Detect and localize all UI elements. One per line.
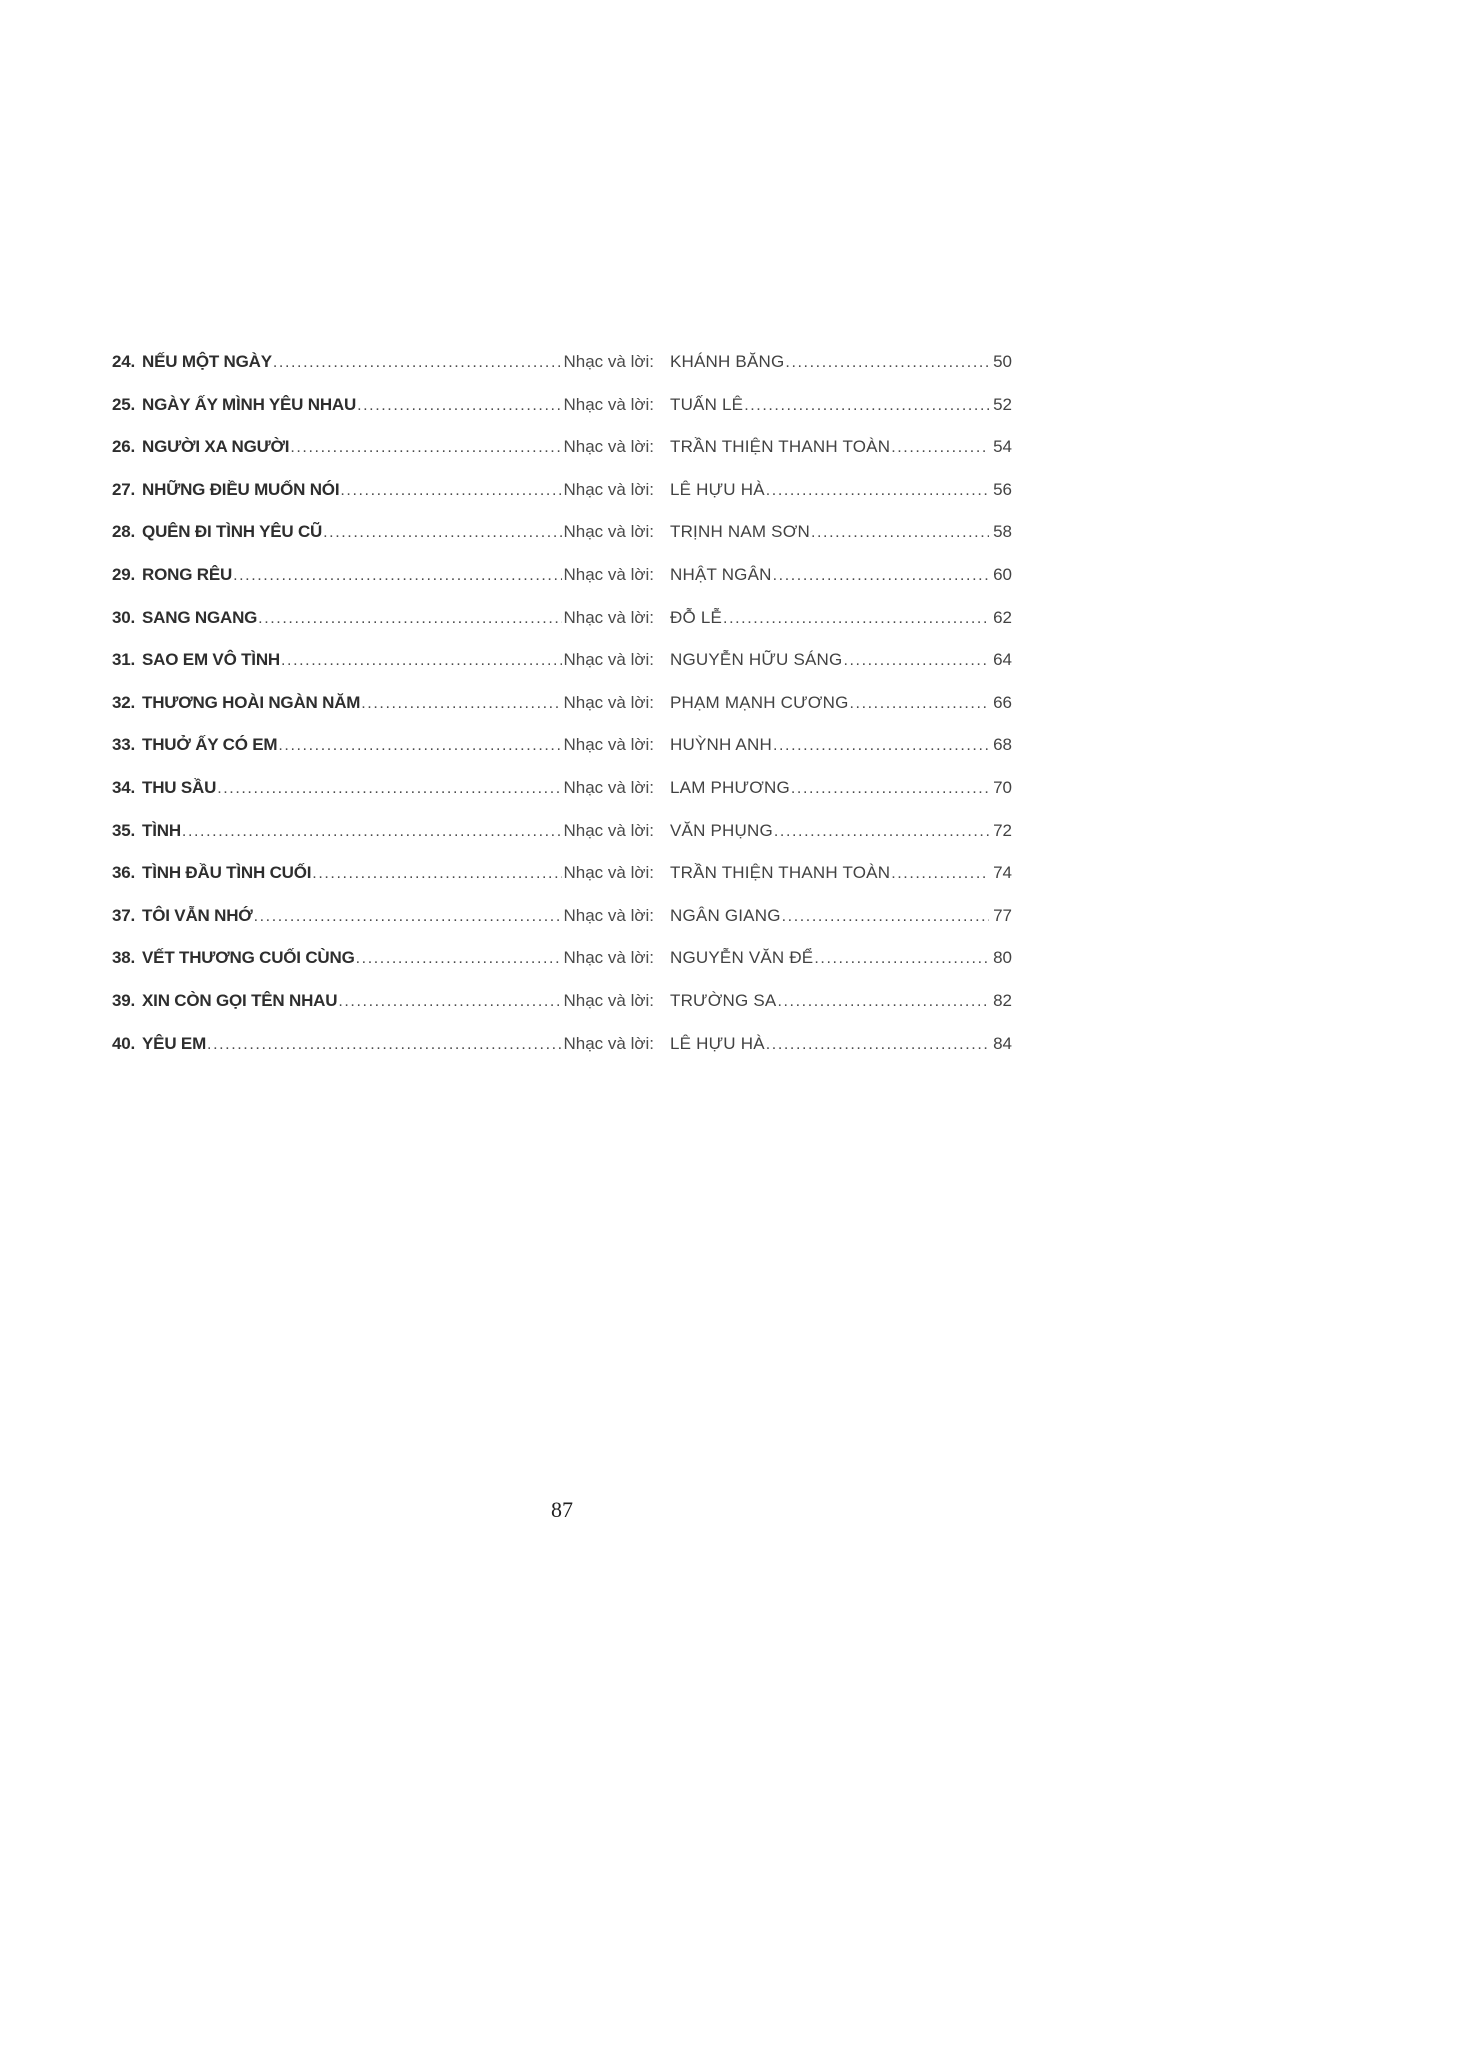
composer-column (670, 1034, 1012, 1054)
music-lyrics-label: Nhạc và lời: (563, 820, 654, 840)
entry-number: 35. (112, 820, 136, 840)
toc-list (112, 352, 1012, 1076)
toc-entry (112, 522, 1012, 565)
song-title: SAO EM VÔ TÌNH (142, 650, 280, 670)
dot-leader (217, 778, 562, 798)
toc-entry (112, 352, 1012, 395)
entry-page-number: 84 (993, 1033, 1012, 1053)
entry-number: 28. (112, 522, 136, 542)
dot-leader (356, 948, 563, 968)
composer-column (670, 395, 1012, 415)
song-title: SANG NGANG (142, 607, 258, 627)
music-lyrics-label: Nhạc và lời: (563, 990, 654, 1010)
dot-leader (281, 650, 563, 670)
music-lyrics-label: Nhạc và lời: (563, 352, 654, 371)
dot-leader (773, 735, 989, 755)
music-lyrics-label: Nhạc và lời: (563, 735, 654, 755)
song-title: XIN CÒN GỌI TÊN NHAU (142, 990, 338, 1010)
dot-leader (774, 821, 989, 841)
dot-leader (338, 991, 562, 1011)
music-lyrics-label: Nhạc và lời: (563, 905, 654, 925)
song-title: NGÀY ẤY MÌNH YÊU NHAU (142, 394, 357, 414)
toc-entry (112, 991, 1012, 1034)
composer-column (670, 821, 1012, 841)
composer-column (670, 948, 1012, 968)
dot-leader (814, 948, 989, 968)
toc-entry (112, 565, 1012, 608)
entry-number: 32. (112, 692, 136, 712)
composer-name: PHẠM MẠNH CƯƠNG (670, 692, 849, 712)
entry-number: 26. (112, 437, 136, 457)
composer-column (670, 650, 1012, 670)
entry-page-number: 56 (993, 479, 1012, 499)
composer-column (670, 352, 1012, 372)
composer-name: LÊ HỰU HÀ (670, 479, 765, 499)
entry-number: 40. (112, 1033, 136, 1053)
composer-name: KHÁNH BĂNG (670, 352, 785, 371)
toc-entry (112, 906, 1012, 949)
toc-entry (112, 863, 1012, 906)
composer-name: TRƯỜNG SA (670, 990, 777, 1010)
entry-page-number: 52 (993, 394, 1012, 414)
composer-name: TRẦN THIỆN THANH TOÀN (670, 863, 891, 883)
entry-page-number: 82 (993, 990, 1012, 1010)
song-title: QUÊN ĐI TÌNH YÊU CŨ (142, 522, 323, 542)
toc-entry (112, 948, 1012, 991)
entry-number: 29. (112, 564, 136, 584)
dot-leader (361, 693, 562, 713)
music-lyrics-label: Nhạc và lời: (563, 479, 654, 499)
toc-entry (112, 778, 1012, 821)
composer-column (670, 565, 1012, 585)
composer-name: LAM PHƯƠNG (670, 777, 790, 797)
music-lyrics-label: Nhạc và lời: (563, 650, 654, 670)
dot-leader (811, 522, 989, 542)
entry-number: 34. (112, 777, 136, 797)
song-title: THU SẦU (142, 777, 217, 797)
composer-name: LÊ HỰU HÀ (670, 1033, 765, 1053)
entry-number: 25. (112, 394, 136, 414)
page-footer-number: 87 (551, 1497, 573, 1522)
song-title: THƯƠNG HOÀI NGÀN NĂM (142, 692, 361, 712)
entry-page-number: 60 (993, 564, 1012, 584)
toc-entry (112, 608, 1012, 651)
composer-name: TRỊNH NAM SƠN (670, 522, 810, 542)
dot-leader (843, 650, 989, 670)
entry-number: 24. (112, 352, 136, 371)
song-title: NẾU MỘT NGÀY (142, 352, 272, 371)
composer-column (670, 437, 1012, 457)
dot-leader (290, 437, 562, 457)
music-lyrics-label: Nhạc và lời: (563, 948, 654, 968)
dot-leader (207, 1034, 562, 1054)
entry-page-number: 74 (993, 863, 1012, 883)
toc-entry (112, 821, 1012, 864)
dot-leader (340, 480, 562, 500)
entry-number: 33. (112, 735, 136, 755)
song-title: TÌNH (142, 820, 181, 840)
toc-entry (112, 480, 1012, 523)
entry-page-number: 66 (993, 692, 1012, 712)
entry-page-number: 50 (993, 352, 1012, 371)
composer-column (670, 608, 1012, 628)
entry-number: 36. (112, 863, 136, 883)
dot-leader (791, 778, 989, 798)
dot-leader (278, 735, 562, 755)
entry-page-number: 80 (993, 948, 1012, 968)
composer-name: NHẬT NGÂN (670, 564, 772, 584)
composer-name: VĂN PHỤNG (670, 820, 773, 840)
composer-name: NGUYỄN VĂN ĐỂ (670, 948, 814, 968)
dot-leader (785, 352, 989, 372)
music-lyrics-label: Nhạc và lời: (563, 1033, 654, 1053)
entry-number: 38. (112, 948, 136, 968)
dot-leader (744, 395, 989, 415)
music-lyrics-label: Nhạc và lời: (563, 437, 654, 457)
entry-page-number: 68 (993, 735, 1012, 755)
dot-leader (723, 608, 989, 628)
entry-page-number: 64 (993, 650, 1012, 670)
entry-page-number: 70 (993, 777, 1012, 797)
dot-leader (357, 395, 562, 415)
dot-leader (766, 480, 989, 500)
composer-column (670, 735, 1012, 755)
toc-entry (112, 650, 1012, 693)
dot-leader (323, 522, 562, 542)
dot-leader (273, 352, 563, 372)
music-lyrics-label: Nhạc và lời: (563, 692, 654, 712)
dot-leader (782, 906, 989, 926)
composer-column (670, 863, 1012, 883)
composer-name: NGUYỄN HỮU SÁNG (670, 650, 843, 670)
music-lyrics-label: Nhạc và lời: (563, 607, 654, 627)
song-title: TÔI VẪN NHỚ (142, 905, 253, 925)
toc-entry (112, 1034, 1012, 1077)
music-lyrics-label: Nhạc và lời: (563, 522, 654, 542)
dot-leader (258, 608, 562, 628)
composer-column (670, 480, 1012, 500)
composer-name: NGÂN GIANG (670, 905, 781, 925)
song-title: NHỮNG ĐIỀU MUỐN NÓI (142, 479, 340, 499)
dot-leader (766, 1034, 989, 1054)
entry-page-number: 54 (993, 437, 1012, 457)
dot-leader (773, 565, 989, 585)
entry-page-number: 77 (993, 905, 1012, 925)
dot-leader (850, 693, 990, 713)
entry-number: 27. (112, 479, 136, 499)
dot-leader (182, 821, 563, 841)
entry-number: 30. (112, 607, 136, 627)
music-lyrics-label: Nhạc và lời: (563, 863, 654, 883)
dot-leader (233, 565, 562, 585)
music-lyrics-label: Nhạc và lời: (563, 564, 654, 584)
toc-entry (112, 735, 1012, 778)
composer-name: HUỲNH ANH (670, 735, 772, 755)
entry-number: 31. (112, 650, 136, 670)
dot-leader (777, 991, 989, 1011)
toc-entry (112, 693, 1012, 736)
composer-column (670, 778, 1012, 798)
song-title: TÌNH ĐẦU TÌNH CUỐI (142, 863, 312, 883)
composer-column (670, 991, 1012, 1011)
composer-name: ĐỖ LỄ (670, 607, 723, 627)
dot-leader (891, 437, 989, 457)
entry-number: 37. (112, 905, 136, 925)
dot-leader (891, 863, 989, 883)
composer-name: TUẤN LÊ (670, 394, 744, 414)
music-lyrics-label: Nhạc và lời: (563, 777, 654, 797)
composer-column (670, 906, 1012, 926)
composer-name: TRẦN THIỆN THANH TOÀN (670, 437, 891, 457)
toc-entry (112, 437, 1012, 480)
entry-page-number: 58 (993, 522, 1012, 542)
composer-column (670, 693, 1012, 713)
toc-entry (112, 395, 1012, 438)
entry-page-number: 72 (993, 820, 1012, 840)
song-title: RONG RÊU (142, 564, 233, 584)
dot-leader (312, 863, 562, 883)
song-title: YÊU EM (142, 1033, 207, 1053)
song-title: THUỞ ẤY CÓ EM (142, 735, 278, 755)
entry-number: 39. (112, 990, 136, 1010)
music-lyrics-label: Nhạc và lời: (563, 394, 654, 414)
dot-leader (254, 906, 563, 926)
song-title: VẾT THƯƠNG CUỐI CÙNG (142, 948, 355, 968)
composer-column (670, 522, 1012, 542)
song-title: NGƯỜI XA NGƯỜI (142, 437, 290, 457)
entry-page-number: 62 (993, 607, 1012, 627)
